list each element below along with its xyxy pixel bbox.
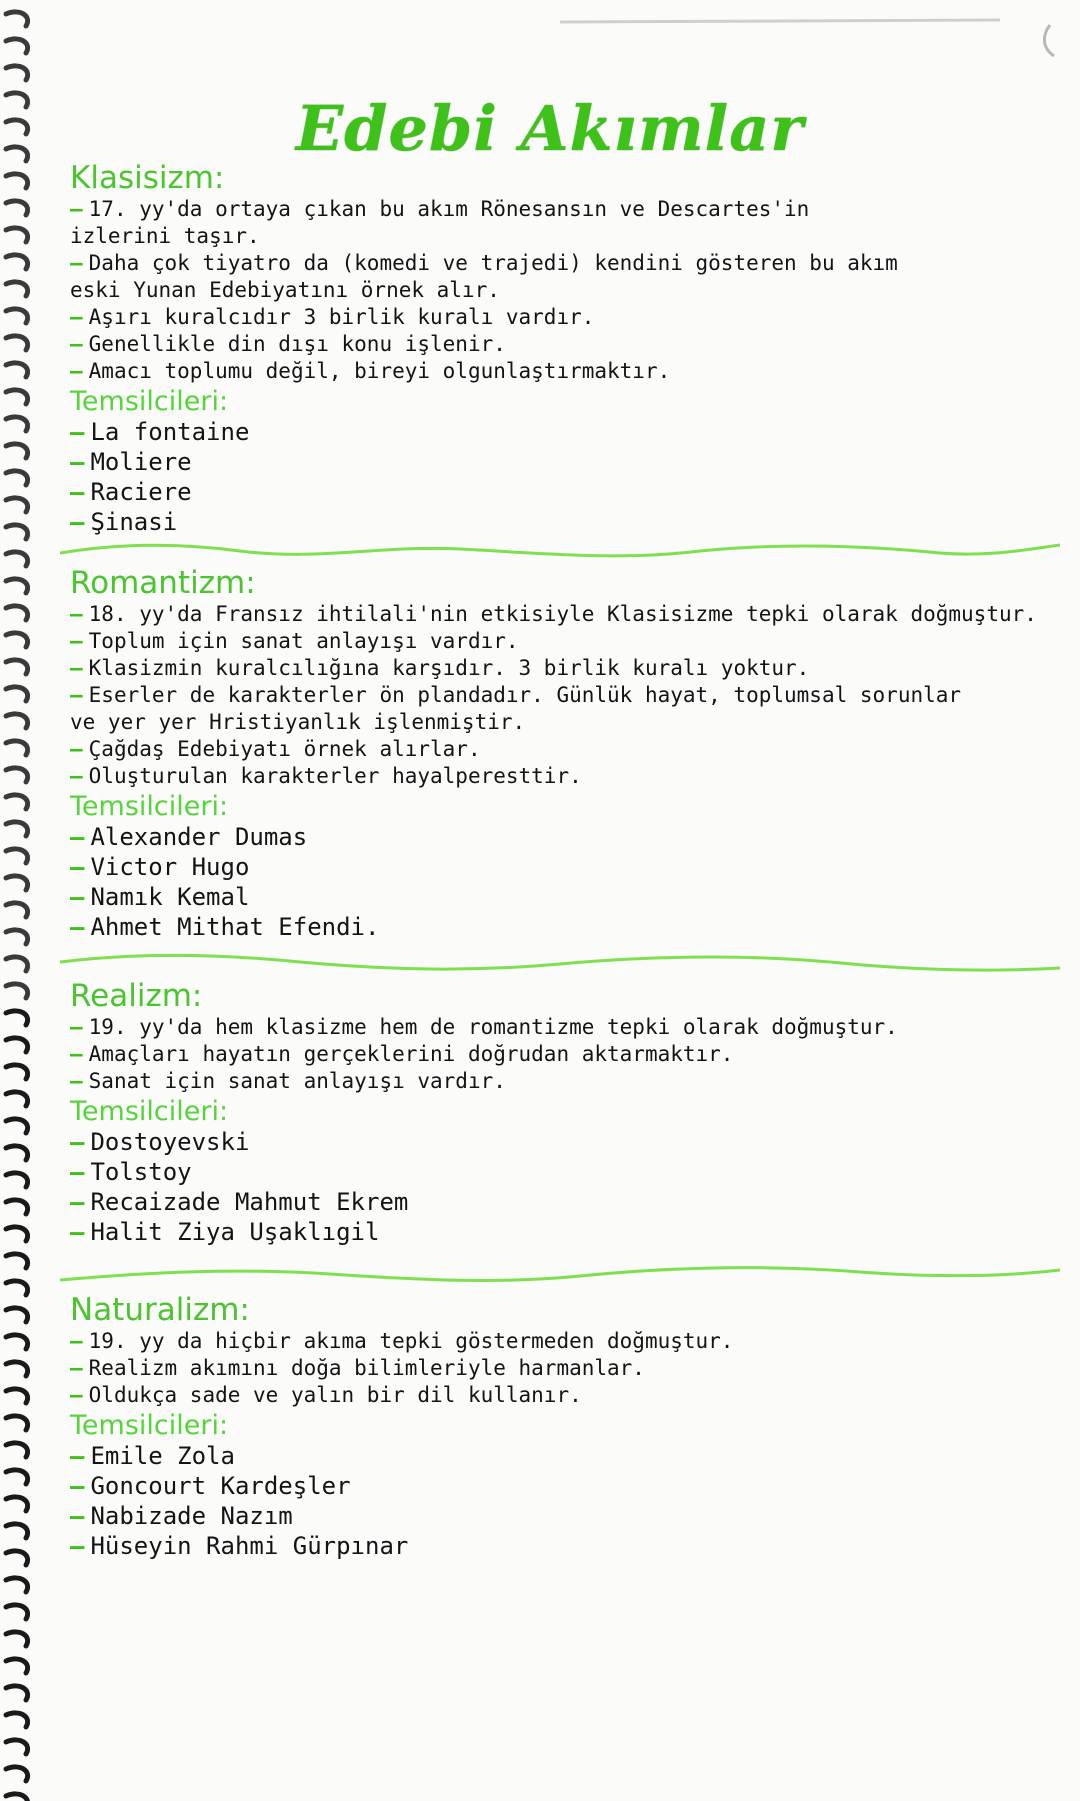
spiral-ring: [6, 336, 28, 350]
top-edge-line: [560, 18, 1000, 24]
page-title: Edebi Akımlar: [295, 92, 805, 165]
bullet-dash-icon: –: [70, 1188, 85, 1216]
spiral-ring: [6, 1254, 28, 1268]
bullet-dash-icon: –: [70, 602, 83, 626]
list-item-continuation: izlerini taşır.: [70, 224, 260, 248]
representatives-label: Temsilcileri:: [70, 1096, 229, 1127]
list-item: – Amaçları hayatın gerçeklerini doğrudan aktarmaktır.: [70, 1042, 734, 1066]
spiral-ring: [6, 1227, 28, 1241]
representative-item: – Goncourt Kardeşler: [70, 1472, 351, 1500]
spiral-ring: [6, 174, 28, 188]
spiral-ring: [6, 1335, 28, 1349]
spiral-ring: [6, 228, 28, 242]
section-lines: [70, 196, 1070, 385]
representative-item: – Hüseyin Rahmi Gürpınar: [70, 1532, 409, 1560]
list-item: – Klasizmin kuralcılığına karşıdır. 3 birlik kuralı yoktur.: [70, 656, 810, 680]
spiral-ring: [6, 1740, 28, 1754]
bullet-dash-icon: –: [70, 629, 83, 653]
section-naturalizm: [70, 1292, 1070, 1561]
bullet-dash-icon: –: [70, 1532, 85, 1560]
bullet-dash-icon: –: [70, 1015, 83, 1039]
section-heading: Naturalizm:: [70, 1292, 250, 1328]
spiral-ring: [6, 1794, 28, 1801]
spiral-ring: [6, 552, 28, 566]
bullet-dash-icon: –: [70, 508, 85, 536]
bullet-dash-icon: –: [70, 1472, 85, 1500]
bullet-dash-icon: –: [70, 359, 83, 383]
spiral-ring: [6, 579, 28, 593]
representative-item: – Emile Zola: [70, 1442, 235, 1470]
list-item: – Eserler de karakterler ön plandadır. Günlük hayat, toplumsal sorunlar: [70, 683, 962, 707]
representatives-label: Temsilcileri:: [70, 386, 229, 417]
representative-item: – Tolstoy: [70, 1158, 192, 1186]
bullet-dash-icon: –: [70, 764, 83, 788]
bullet-dash-icon: –: [70, 1069, 83, 1093]
spiral-ring: [6, 1605, 28, 1619]
spiral-ring: [6, 120, 28, 134]
spiral-ring: [6, 390, 28, 404]
list-item-continuation: eski Yunan Edebiyatını örnek alır.: [70, 278, 500, 302]
spiral-ring: [6, 984, 28, 998]
spiral-ring: [6, 255, 28, 269]
spiral-ring: [6, 1011, 28, 1025]
spiral-ring: [6, 606, 28, 620]
section-heading: Romantizm:: [70, 565, 256, 601]
spiral-ring: [6, 525, 28, 539]
bullet-dash-icon: –: [70, 683, 83, 707]
spiral-ring: [6, 363, 28, 377]
spiral-ring: [6, 417, 28, 431]
spiral-ring: [6, 1524, 28, 1538]
section-romantizm: [70, 565, 1070, 942]
list-item: – Oluşturulan karakterler hayalperesttir.: [70, 764, 582, 788]
spiral-ring: [6, 1146, 28, 1160]
spiral-ring: [6, 1686, 28, 1700]
bullet-dash-icon: –: [70, 737, 83, 761]
list-item: – 19. yy'da hem klasizme hem de romantizme tepki olarak doğmuştur.: [70, 1015, 898, 1039]
spiral-ring: [6, 1632, 28, 1646]
spiral-ring: [6, 930, 28, 944]
spiral-ring: [6, 201, 28, 215]
representative-item: – Alexander Dumas: [70, 823, 308, 851]
section-lines: [70, 1328, 1070, 1409]
representative-item: – Raciere: [70, 478, 192, 506]
spiral-ring: [6, 93, 28, 107]
bullet-dash-icon: –: [70, 1158, 85, 1186]
list-item: – 19. yy da hiçbir akıma tepki göstermeden doğmuştur.: [70, 1329, 734, 1353]
spiral-ring: [6, 849, 28, 863]
list-item: – Oldukça sade ve yalın bir dil kullanır.: [70, 1383, 582, 1407]
spiral-ring: [6, 1200, 28, 1214]
bullet-dash-icon: –: [70, 1442, 85, 1470]
spiral-ring: [6, 822, 28, 836]
spiral-ring: [6, 741, 28, 755]
spiral-ring: [6, 39, 28, 53]
spiral-ring: [6, 768, 28, 782]
bullet-dash-icon: –: [70, 251, 83, 275]
bullet-dash-icon: –: [70, 1356, 83, 1380]
spiral-ring: [6, 12, 28, 26]
bullet-dash-icon: –: [70, 913, 85, 941]
bullet-dash-icon: –: [70, 1329, 83, 1353]
spiral-ring: [6, 1416, 28, 1430]
spiral-ring: [6, 687, 28, 701]
section-lines: [70, 601, 1070, 790]
spiral-ring: [6, 714, 28, 728]
spiral-ring: [6, 1281, 28, 1295]
representative-item: – Moliere: [70, 448, 192, 476]
bullet-dash-icon: –: [70, 418, 85, 446]
list-item: – 17. yy'da ortaya çıkan bu akım Rönesansın ve Descartes'in: [70, 197, 810, 221]
list-item: – Sanat için sanat anlayışı vardır.: [70, 1069, 506, 1093]
bullet-dash-icon: –: [70, 1042, 83, 1066]
list-item: – 18. yy'da Fransız ihtilali'nin etkisiyle Klasisizme tepki olarak doğmuştur.: [70, 602, 1037, 626]
bullet-dash-icon: –: [70, 853, 85, 881]
spiral-ring: [6, 957, 28, 971]
spiral-ring: [6, 1443, 28, 1457]
spiral-ring: [6, 1119, 28, 1133]
section-divider: [60, 535, 1060, 565]
spiral-ring: [6, 633, 28, 647]
spiral-ring: [6, 1308, 28, 1322]
section-lines: [70, 1014, 1070, 1095]
representative-item: – Halit Ziya Uşaklıgil: [70, 1218, 380, 1246]
spiral-ring: [6, 903, 28, 917]
bullet-dash-icon: –: [70, 197, 83, 221]
bullet-dash-icon: –: [70, 1218, 85, 1246]
spiral-ring: [6, 1713, 28, 1727]
section-realizm: [70, 978, 1070, 1247]
list-item-continuation: ve yer yer Hristiyanlık işlenmiştir.: [70, 710, 526, 734]
spiral-ring: [6, 1767, 28, 1781]
section-divider: [60, 948, 1060, 978]
spiral-ring: [6, 147, 28, 161]
bullet-dash-icon: –: [70, 1383, 83, 1407]
list-item: – Daha çok tiyatro da (komedi ve trajedi) kendini gösteren bu akım: [70, 251, 898, 275]
list-item: – Realizm akımını doğa bilimleriyle harmanlar.: [70, 1356, 645, 1380]
spiral-ring: [6, 1497, 28, 1511]
spiral-ring: [6, 1470, 28, 1484]
page-corner-curl: [1040, 20, 1070, 60]
spiral-ring: [6, 309, 28, 323]
spiral-binding: [0, 0, 70, 1801]
bullet-dash-icon: –: [70, 823, 85, 851]
representative-item: – Namık Kemal: [70, 883, 250, 911]
spiral-ring: [6, 282, 28, 296]
spiral-ring: [6, 660, 28, 674]
list-item: – Amacı toplumu değil, bireyi olgunlaştırmaktır.: [70, 359, 671, 383]
spiral-ring: [6, 1389, 28, 1403]
list-item: – Toplum için sanat anlayışı vardır.: [70, 629, 519, 653]
representative-item: – La fontaine: [70, 418, 250, 446]
bullet-dash-icon: –: [70, 305, 83, 329]
representative-item: – Nabizade Nazım: [70, 1502, 293, 1530]
spiral-ring: [6, 66, 28, 80]
bullet-dash-icon: –: [70, 1502, 85, 1530]
bullet-dash-icon: –: [70, 478, 85, 506]
section-heading: Klasisizm:: [70, 160, 225, 196]
bullet-dash-icon: –: [70, 656, 83, 680]
spiral-ring: [6, 1551, 28, 1565]
section-klasisizm: [70, 160, 1070, 537]
spiral-ring: [6, 1065, 28, 1079]
representative-item: – Şinasi: [70, 508, 178, 536]
bullet-dash-icon: –: [70, 448, 85, 476]
representatives-label: Temsilcileri:: [70, 1410, 229, 1441]
list-item: – Aşırı kuralcıdır 3 birlik kuralı vardır.: [70, 305, 595, 329]
spiral-ring: [6, 876, 28, 890]
representative-item: – Victor Hugo: [70, 853, 250, 881]
spiral-ring: [6, 1038, 28, 1052]
spiral-ring: [6, 444, 28, 458]
spiral-ring: [6, 1173, 28, 1187]
section-divider: [60, 1258, 1060, 1288]
bullet-dash-icon: –: [70, 1128, 85, 1156]
spiral-ring: [6, 1578, 28, 1592]
representatives-label: Temsilcileri:: [70, 791, 229, 822]
bullet-dash-icon: –: [70, 883, 85, 911]
representative-item: – Dostoyevski: [70, 1128, 250, 1156]
list-item: – Çağdaş Edebiyatı örnek alırlar.: [70, 737, 481, 761]
spiral-ring: [6, 1659, 28, 1673]
list-item: – Genellikle din dışı konu işlenir.: [70, 332, 506, 356]
representative-item: – Ahmet Mithat Efendi.: [70, 913, 380, 941]
spiral-ring: [6, 471, 28, 485]
spiral-ring: [6, 795, 28, 809]
representative-item: – Recaizade Mahmut Ekrem: [70, 1188, 409, 1216]
spiral-ring: [6, 498, 28, 512]
section-heading: Realizm:: [70, 978, 203, 1014]
bullet-dash-icon: –: [70, 332, 83, 356]
spiral-ring: [6, 1092, 28, 1106]
spiral-ring: [6, 1362, 28, 1376]
